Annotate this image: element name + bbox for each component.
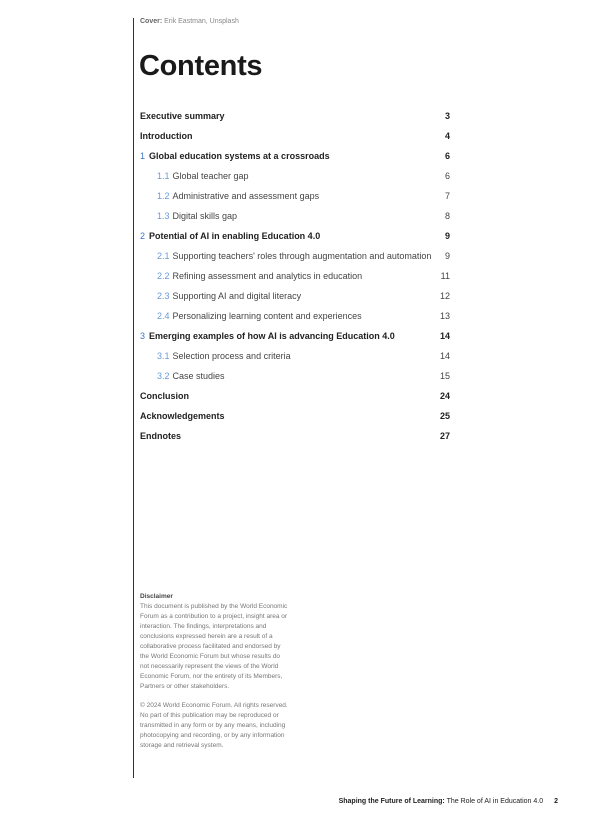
toc-entry-title: Refining assessment and analytics in education	[172, 271, 363, 281]
copyright-notice: © 2024 World Economic Forum. All rights reserved. No part of this publication may be reproduced or transmitted in any form or by any means, including photocopying and recording, or by any information storage and retrieval system.	[140, 702, 288, 749]
toc-entry-title: Administrative and assessment gaps	[172, 191, 320, 201]
toc-entry-number: 2.3	[157, 291, 170, 301]
toc-entry-number: 1.1	[157, 171, 170, 181]
toc-entry[interactable]	[140, 106, 452, 126]
disclaimer-heading: Disclaimer	[140, 593, 173, 600]
toc-entry-number: 3.2	[157, 371, 170, 381]
toc-entry-number: 2	[140, 231, 146, 241]
toc-entry-title: Global teacher gap	[172, 171, 249, 181]
toc-entry-title: Supporting teachers' roles through augmentation and automation	[172, 251, 432, 261]
toc-entry[interactable]	[140, 386, 452, 406]
toc-entry-title: Introduction	[140, 131, 193, 141]
toc-entry-page: 9	[444, 251, 450, 261]
toc-entry-page: 3	[444, 111, 450, 121]
footer-page-number: 2	[554, 798, 558, 805]
toc-entry-title: Global education systems at a crossroads	[149, 151, 330, 161]
toc-entry-number: 2.4	[157, 311, 170, 321]
toc-entry[interactable]	[140, 226, 452, 246]
toc-entry-page: 6	[444, 171, 450, 181]
toc-entry[interactable]	[140, 146, 452, 166]
toc-entry-page: 6	[444, 151, 450, 161]
toc-subentry[interactable]	[140, 166, 452, 186]
toc-entry[interactable]	[140, 326, 452, 346]
toc-entry-title: Endnotes	[140, 431, 182, 441]
toc-entry-number: 3.1	[157, 351, 170, 361]
toc-entry-page: 12	[439, 291, 450, 301]
toc-entry-title: Digital skills gap	[172, 211, 238, 221]
toc-entry-page: 4	[444, 131, 450, 141]
toc-subentry[interactable]	[140, 366, 452, 386]
toc-entry-page: 27	[439, 431, 450, 441]
toc-entry-page: 14	[439, 331, 450, 341]
toc-entry-page: 9	[444, 231, 450, 241]
toc-entry-page: 7	[444, 191, 450, 201]
toc-subentry[interactable]	[140, 346, 452, 366]
toc-entry-title: Executive summary	[140, 111, 225, 121]
footer-title-rest: The Role of AI in Education 4.0	[444, 798, 544, 805]
toc-entry-page: 13	[439, 311, 450, 321]
toc-subentry[interactable]	[140, 286, 452, 306]
toc-entry-page: 14	[439, 351, 450, 361]
table-of-contents	[140, 106, 452, 446]
toc-entry-number: 2.2	[157, 271, 170, 281]
toc-subentry[interactable]	[140, 206, 452, 226]
toc-entry-title: Supporting AI and digital literacy	[172, 291, 302, 301]
toc-entry-title: Personalizing learning content and experiences	[172, 311, 362, 321]
toc-entry-title: Case studies	[172, 371, 225, 381]
toc-entry-title: Emerging examples of how AI is advancing Education 4.0	[149, 331, 395, 341]
toc-entry-number: 1.3	[157, 211, 170, 221]
toc-entry-title: Conclusion	[140, 391, 189, 401]
toc-entry-page: 15	[439, 371, 450, 381]
toc-subentry[interactable]	[140, 306, 452, 326]
cover-credit	[140, 18, 239, 25]
toc-subentry[interactable]	[140, 186, 452, 206]
toc-entry-page: 8	[444, 211, 450, 221]
toc-entry-title: Potential of AI in enabling Education 4.0	[149, 231, 321, 241]
toc-entry-title: Acknowledgements	[140, 411, 225, 421]
toc-subentry[interactable]	[140, 266, 452, 286]
toc-entry-page: 25	[439, 411, 450, 421]
disclaimer-block	[140, 592, 290, 760]
toc-entry-number: 3	[140, 331, 146, 341]
toc-entry-title: Selection process and criteria	[172, 351, 291, 361]
toc-entry[interactable]	[140, 126, 452, 146]
toc-entry-number: 1	[140, 151, 146, 161]
toc-entry-number: 1.2	[157, 191, 170, 201]
disclaimer-body: This document is published by the World Economic Forum as a contribution to a project, insight area or interaction. The findings, interpretations and conclusions expressed herein are a result of a collaborative process facilitated and endorsed by the World Economic Forum but whose results do not necessarily represent the views of the World Economic Forum, nor the entirety of its Members, Partners or other stakeholders.	[140, 603, 288, 690]
page-title: Contents	[139, 50, 263, 82]
cover-credit-text: Erik Eastman, Unsplash	[164, 18, 239, 25]
footer-title-bold: Shaping the Future of Learning:	[338, 798, 445, 805]
toc-entry-number: 2.1	[157, 251, 170, 261]
page-footer	[339, 798, 558, 805]
cover-credit-label: Cover:	[140, 18, 163, 25]
toc-entry[interactable]	[140, 406, 452, 426]
toc-entry-page: 24	[439, 391, 450, 401]
vertical-rule	[133, 18, 134, 778]
toc-subentry[interactable]	[140, 246, 452, 266]
toc-entry[interactable]	[140, 426, 452, 446]
toc-entry-page: 11	[440, 271, 450, 281]
